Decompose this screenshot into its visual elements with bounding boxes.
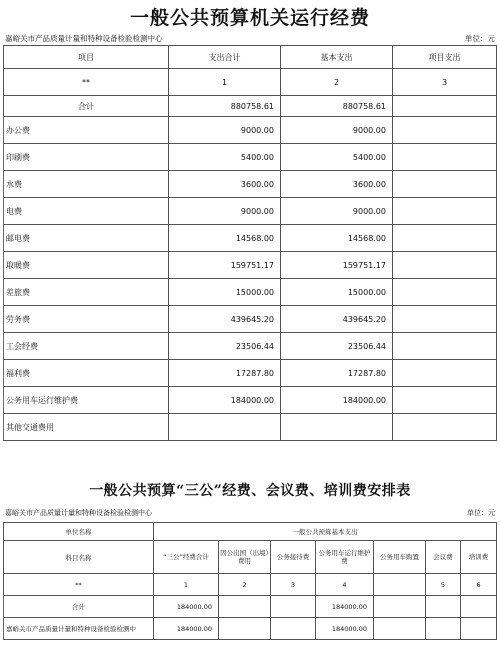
table-row — [4, 171, 497, 198]
operating-expenses-table — [3, 45, 497, 441]
row-project — [393, 225, 497, 252]
total-value — [271, 596, 316, 618]
header-project: 项目支出 — [393, 46, 497, 69]
row-basic: 23506.44 — [281, 333, 393, 360]
row-total: 9000.00 — [169, 117, 281, 144]
row-project — [393, 279, 497, 306]
row-value: 184000.00 — [154, 618, 219, 640]
header-meeting-fee: 会议费 — [426, 541, 461, 574]
row-project — [393, 333, 497, 360]
table-row — [4, 252, 497, 279]
header-item: 项目 — [4, 46, 169, 69]
row-project — [393, 414, 497, 441]
table-row — [4, 279, 497, 306]
row-basic: 439645.20 — [281, 306, 393, 333]
table-row — [4, 333, 497, 360]
row-total: 184000.00 — [169, 387, 281, 414]
doc1-unit: 单位：元 — [465, 34, 495, 43]
numbering-cell: 6 — [461, 574, 497, 596]
doc2-org: 嘉峪关市产品质量计量和特种设备检验检测中心 — [5, 509, 152, 517]
header-vehicle-maintenance: 公务用车运行维护费 — [316, 541, 374, 574]
row-basic: 184000.00 — [281, 387, 393, 414]
table-row — [4, 618, 497, 640]
row-total — [169, 414, 281, 441]
total-amount: 880758.61 — [169, 96, 281, 117]
table-row — [4, 387, 497, 414]
total-project — [393, 96, 497, 117]
total-basic: 880758.61 — [281, 96, 393, 117]
row-item: 办公费 — [4, 117, 169, 144]
total-value — [426, 596, 461, 618]
row-total: 9000.00 — [169, 198, 281, 225]
row-item: 公务用车运行维护费 — [4, 387, 169, 414]
header-overseas-travel: 因公出国（出境）费用 — [219, 541, 271, 574]
numbering-cell: 5 — [426, 574, 461, 596]
table-header-row — [4, 46, 497, 69]
row-total: 3600.00 — [169, 171, 281, 198]
header-basic: 基本支出 — [281, 46, 393, 69]
row-value — [219, 618, 271, 640]
row-total: 159751.17 — [169, 252, 281, 279]
row-item: 取暖费 — [4, 252, 169, 279]
table-row — [4, 306, 497, 333]
row-item: 印刷费 — [4, 144, 169, 171]
row-project — [393, 360, 497, 387]
row-item: 工会经费 — [4, 333, 169, 360]
row-item: 差旅费 — [4, 279, 169, 306]
row-project — [393, 171, 497, 198]
row-total: 15000.00 — [169, 279, 281, 306]
total-value — [374, 596, 426, 618]
row-total: 23506.44 — [169, 333, 281, 360]
total-row — [4, 96, 497, 117]
row-item: 其他交通费用 — [4, 414, 169, 441]
row-value: 184000.00 — [316, 618, 374, 640]
doc2-unit: 单位：元 — [467, 509, 495, 517]
row-item: 水费 — [4, 171, 169, 198]
table-header-row — [4, 541, 497, 574]
total-label: 合计 — [4, 96, 169, 117]
row-item: 电费 — [4, 198, 169, 225]
header-vehicle-purchase: 公务用车购置 — [374, 541, 426, 574]
row-basic — [281, 414, 393, 441]
numbering-cell — [374, 574, 426, 596]
table-header-row — [4, 523, 497, 541]
three-public-expenses-table — [3, 522, 497, 640]
row-basic: 15000.00 — [281, 279, 393, 306]
row-total: 439645.20 — [169, 306, 281, 333]
numbering-cell: ** — [4, 574, 154, 596]
row-total: 17287.80 — [169, 360, 281, 387]
table-row — [4, 225, 497, 252]
total-value — [219, 596, 271, 618]
row-basic: 14568.00 — [281, 225, 393, 252]
total-label: 合计 — [4, 596, 154, 618]
row-total: 14568.00 — [169, 225, 281, 252]
row-basic: 17287.80 — [281, 360, 393, 387]
row-basic: 3600.00 — [281, 171, 393, 198]
row-unit-label: 嘉峪关市产品质量计量和特种设备检验检测中 — [4, 618, 154, 640]
total-value: 184000.00 — [154, 596, 219, 618]
row-value — [271, 618, 316, 640]
row-total: 5400.00 — [169, 144, 281, 171]
row-value — [461, 618, 497, 640]
row-item: 劳务费 — [4, 306, 169, 333]
table-row — [4, 198, 497, 225]
header-training-fee: 培训费 — [461, 541, 497, 574]
doc1-title: 一般公共预算机关运行经费 — [129, 7, 370, 29]
numbering-cell: 1 — [154, 574, 219, 596]
doc1-org: 嘉峪关市产品质量计量和特种设备检验检测中心 — [5, 34, 163, 43]
row-project — [393, 198, 497, 225]
row-project — [393, 144, 497, 171]
numbering-cell: 3 — [271, 574, 316, 596]
numbering-cell: 3 — [393, 69, 497, 96]
row-basic: 9000.00 — [281, 198, 393, 225]
row-project — [393, 387, 497, 414]
numbering-row — [4, 574, 497, 596]
numbering-cell: ** — [4, 69, 169, 96]
numbering-cell: 1 — [169, 69, 281, 96]
table-row — [4, 414, 497, 441]
numbering-cell: 4 — [316, 574, 374, 596]
header-official-reception: 公务接待费 — [271, 541, 316, 574]
header-budget-group: 一般公共预算基本支出 — [154, 523, 497, 541]
table-row — [4, 117, 497, 144]
header-unit-name: 单位名称 — [4, 523, 154, 541]
total-row — [4, 596, 497, 618]
row-project — [393, 252, 497, 279]
row-value — [426, 618, 461, 640]
total-value: 184000.00 — [316, 596, 374, 618]
header-three-public-total: “三公”经费合计 — [154, 541, 219, 574]
row-project — [393, 306, 497, 333]
row-item: 邮电费 — [4, 225, 169, 252]
row-item: 福利费 — [4, 360, 169, 387]
doc2-title: 一般公共预算“三公”经费、会议费、培训费安排表 — [89, 483, 411, 499]
row-basic: 159751.17 — [281, 252, 393, 279]
total-value — [461, 596, 497, 618]
table-row — [4, 360, 497, 387]
row-basic: 5400.00 — [281, 144, 393, 171]
numbering-cell: 2 — [219, 574, 271, 596]
numbering-cell: 2 — [281, 69, 393, 96]
table-row — [4, 144, 497, 171]
row-project — [393, 117, 497, 144]
numbering-row — [4, 69, 497, 96]
row-value — [374, 618, 426, 640]
header-total: 支出合计 — [169, 46, 281, 69]
row-basic: 9000.00 — [281, 117, 393, 144]
header-subject-name: 科目名称 — [4, 541, 154, 574]
